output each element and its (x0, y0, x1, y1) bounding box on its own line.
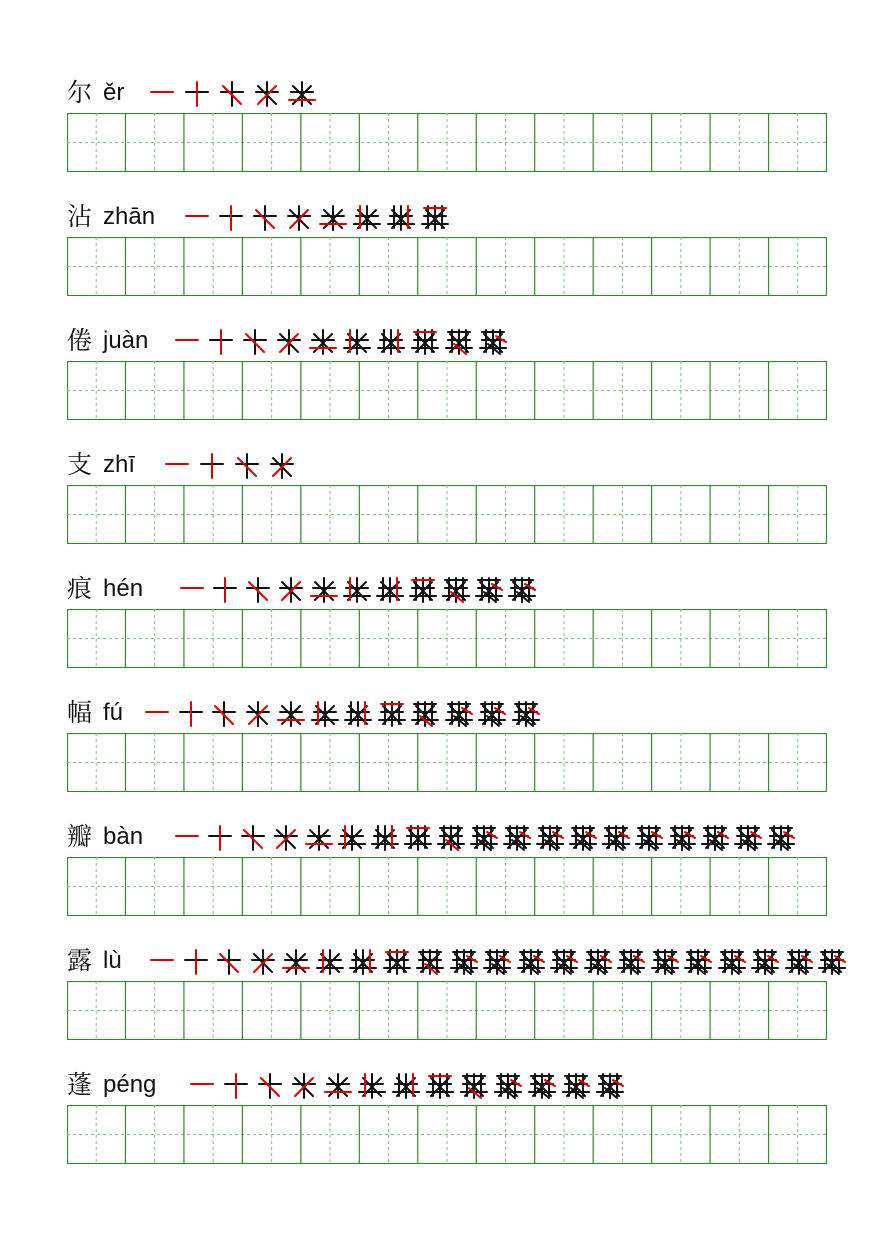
stroke-order-step (321, 1070, 355, 1100)
hanzi-character: 沾 (67, 202, 93, 231)
stroke-order-step (175, 574, 209, 604)
stroke-order-step (614, 946, 648, 976)
stroke-order-step (480, 946, 514, 976)
pinyin-label: fú (103, 699, 124, 726)
stroke-order-step (681, 946, 715, 976)
stroke-order-step (533, 822, 567, 852)
stroke-order-step (509, 698, 543, 728)
hanzi-character: 痕 (67, 574, 93, 603)
stroke-order-step (374, 326, 408, 356)
pinyin-label: péng (103, 1071, 157, 1098)
stroke-order-step (491, 1070, 525, 1100)
stroke-order-step (306, 326, 340, 356)
stroke-order-step (250, 78, 284, 108)
stroke-order-step (815, 946, 849, 976)
stroke-order-step (265, 450, 299, 480)
stroke-order-step (340, 326, 374, 356)
stroke-order-step (316, 202, 350, 232)
stroke-order-step (308, 698, 342, 728)
practice-grid (67, 237, 827, 296)
stroke-order-step (442, 326, 476, 356)
stroke-order-step (593, 1070, 627, 1100)
stroke-order-step (406, 574, 440, 604)
practice-grid (67, 857, 827, 916)
hanzi-character: 露 (67, 946, 93, 975)
stroke-order-step (219, 1070, 253, 1100)
stroke-order-step (418, 202, 452, 232)
stroke-order-step (302, 822, 336, 852)
stroke-order-step (214, 202, 248, 232)
practice-grid (67, 1105, 827, 1164)
stroke-order-step (632, 822, 666, 852)
stroke-order-step (442, 698, 476, 728)
stroke-order-step (195, 450, 229, 480)
stroke-order-step (140, 698, 174, 728)
stroke-order-step (246, 946, 280, 976)
pinyin-label: hén (103, 575, 144, 602)
stroke-order-step (475, 698, 509, 728)
stroke-order-step (401, 822, 435, 852)
stroke-order-step (467, 822, 501, 852)
stroke-order-step (373, 574, 407, 604)
stroke-order-step (145, 78, 179, 108)
stroke-order-step (764, 822, 798, 852)
stroke-order-step (350, 202, 384, 232)
stroke-order-step (434, 822, 468, 852)
stroke-order-step (274, 698, 308, 728)
stroke-order-step (207, 698, 241, 728)
stroke-order-step (439, 574, 473, 604)
stroke-order-step (472, 574, 506, 604)
stroke-order-step (313, 946, 347, 976)
stroke-order-step (341, 698, 375, 728)
stroke-order-step (253, 1070, 287, 1100)
stroke-order-step (457, 1070, 491, 1100)
stroke-order-step (340, 574, 374, 604)
stroke-order-step (731, 822, 765, 852)
stroke-order-step (236, 822, 270, 852)
stroke-order-step (408, 698, 442, 728)
stroke-order-step (525, 1070, 559, 1100)
stroke-order-step (547, 946, 581, 976)
stroke-order-step (384, 202, 418, 232)
stroke-order-step (285, 78, 319, 108)
practice-grid (67, 361, 827, 420)
stroke-order-step (287, 1070, 321, 1100)
stroke-order-step (212, 946, 246, 976)
stroke-order-step (505, 574, 539, 604)
stroke-order-step (335, 822, 369, 852)
pinyin-label: zhān (103, 203, 156, 230)
stroke-order-step (715, 946, 749, 976)
stroke-order-step (559, 1070, 593, 1100)
stroke-order-step (274, 574, 308, 604)
hanzi-character: 蓬 (67, 1070, 93, 1099)
stroke-order-step (476, 326, 510, 356)
stroke-order-step (269, 822, 303, 852)
stroke-order-step (307, 574, 341, 604)
stroke-order-step (215, 78, 249, 108)
stroke-order-step (241, 698, 275, 728)
stroke-order-step (665, 822, 699, 852)
stroke-order-step (248, 202, 282, 232)
practice-grid (67, 733, 827, 792)
pinyin-label: bàn (103, 823, 144, 850)
stroke-order-step (208, 574, 242, 604)
stroke-order-step (179, 946, 213, 976)
stroke-order-step (241, 574, 275, 604)
pinyin-label: lù (103, 947, 122, 974)
stroke-order-step (698, 822, 732, 852)
practice-grid (67, 485, 827, 544)
stroke-order-step (380, 946, 414, 976)
stroke-order-step (408, 326, 442, 356)
stroke-order-step (368, 822, 402, 852)
stroke-order-step (375, 698, 409, 728)
stroke-order-step (514, 946, 548, 976)
stroke-order-step (279, 946, 313, 976)
practice-grid (67, 609, 827, 668)
pinyin-label: ěr (103, 79, 125, 106)
stroke-order-step (423, 1070, 457, 1100)
stroke-order-step (238, 326, 272, 356)
stroke-order-step (581, 946, 615, 976)
stroke-order-step (413, 946, 447, 976)
stroke-order-step (160, 450, 194, 480)
stroke-order-step (648, 946, 682, 976)
stroke-order-step (599, 822, 633, 852)
stroke-order-step (346, 946, 380, 976)
stroke-order-step (782, 946, 816, 976)
hanzi-character: 倦 (67, 326, 93, 355)
stroke-order-step (355, 1070, 389, 1100)
stroke-order-step (447, 946, 481, 976)
stroke-order-step (203, 822, 237, 852)
stroke-order-step (748, 946, 782, 976)
stroke-order-step (272, 326, 306, 356)
practice-grid (67, 981, 827, 1040)
hanzi-character: 支 (67, 450, 93, 479)
stroke-order-step (185, 1070, 219, 1100)
pinyin-label: juàn (103, 327, 149, 354)
stroke-order-step (230, 450, 264, 480)
stroke-order-step (180, 202, 214, 232)
stroke-order-step (204, 326, 238, 356)
stroke-order-step (389, 1070, 423, 1100)
stroke-order-step (500, 822, 534, 852)
stroke-order-step (145, 946, 179, 976)
stroke-order-step (174, 698, 208, 728)
pinyin-label: zhī (103, 451, 136, 478)
stroke-order-step (170, 822, 204, 852)
stroke-order-step (282, 202, 316, 232)
hanzi-character: 瓣 (67, 822, 93, 851)
stroke-order-step (180, 78, 214, 108)
stroke-order-step (170, 326, 204, 356)
stroke-order-step (566, 822, 600, 852)
hanzi-character: 幅 (67, 698, 93, 727)
hanzi-character: 尔 (67, 78, 93, 107)
practice-grid (67, 113, 827, 172)
